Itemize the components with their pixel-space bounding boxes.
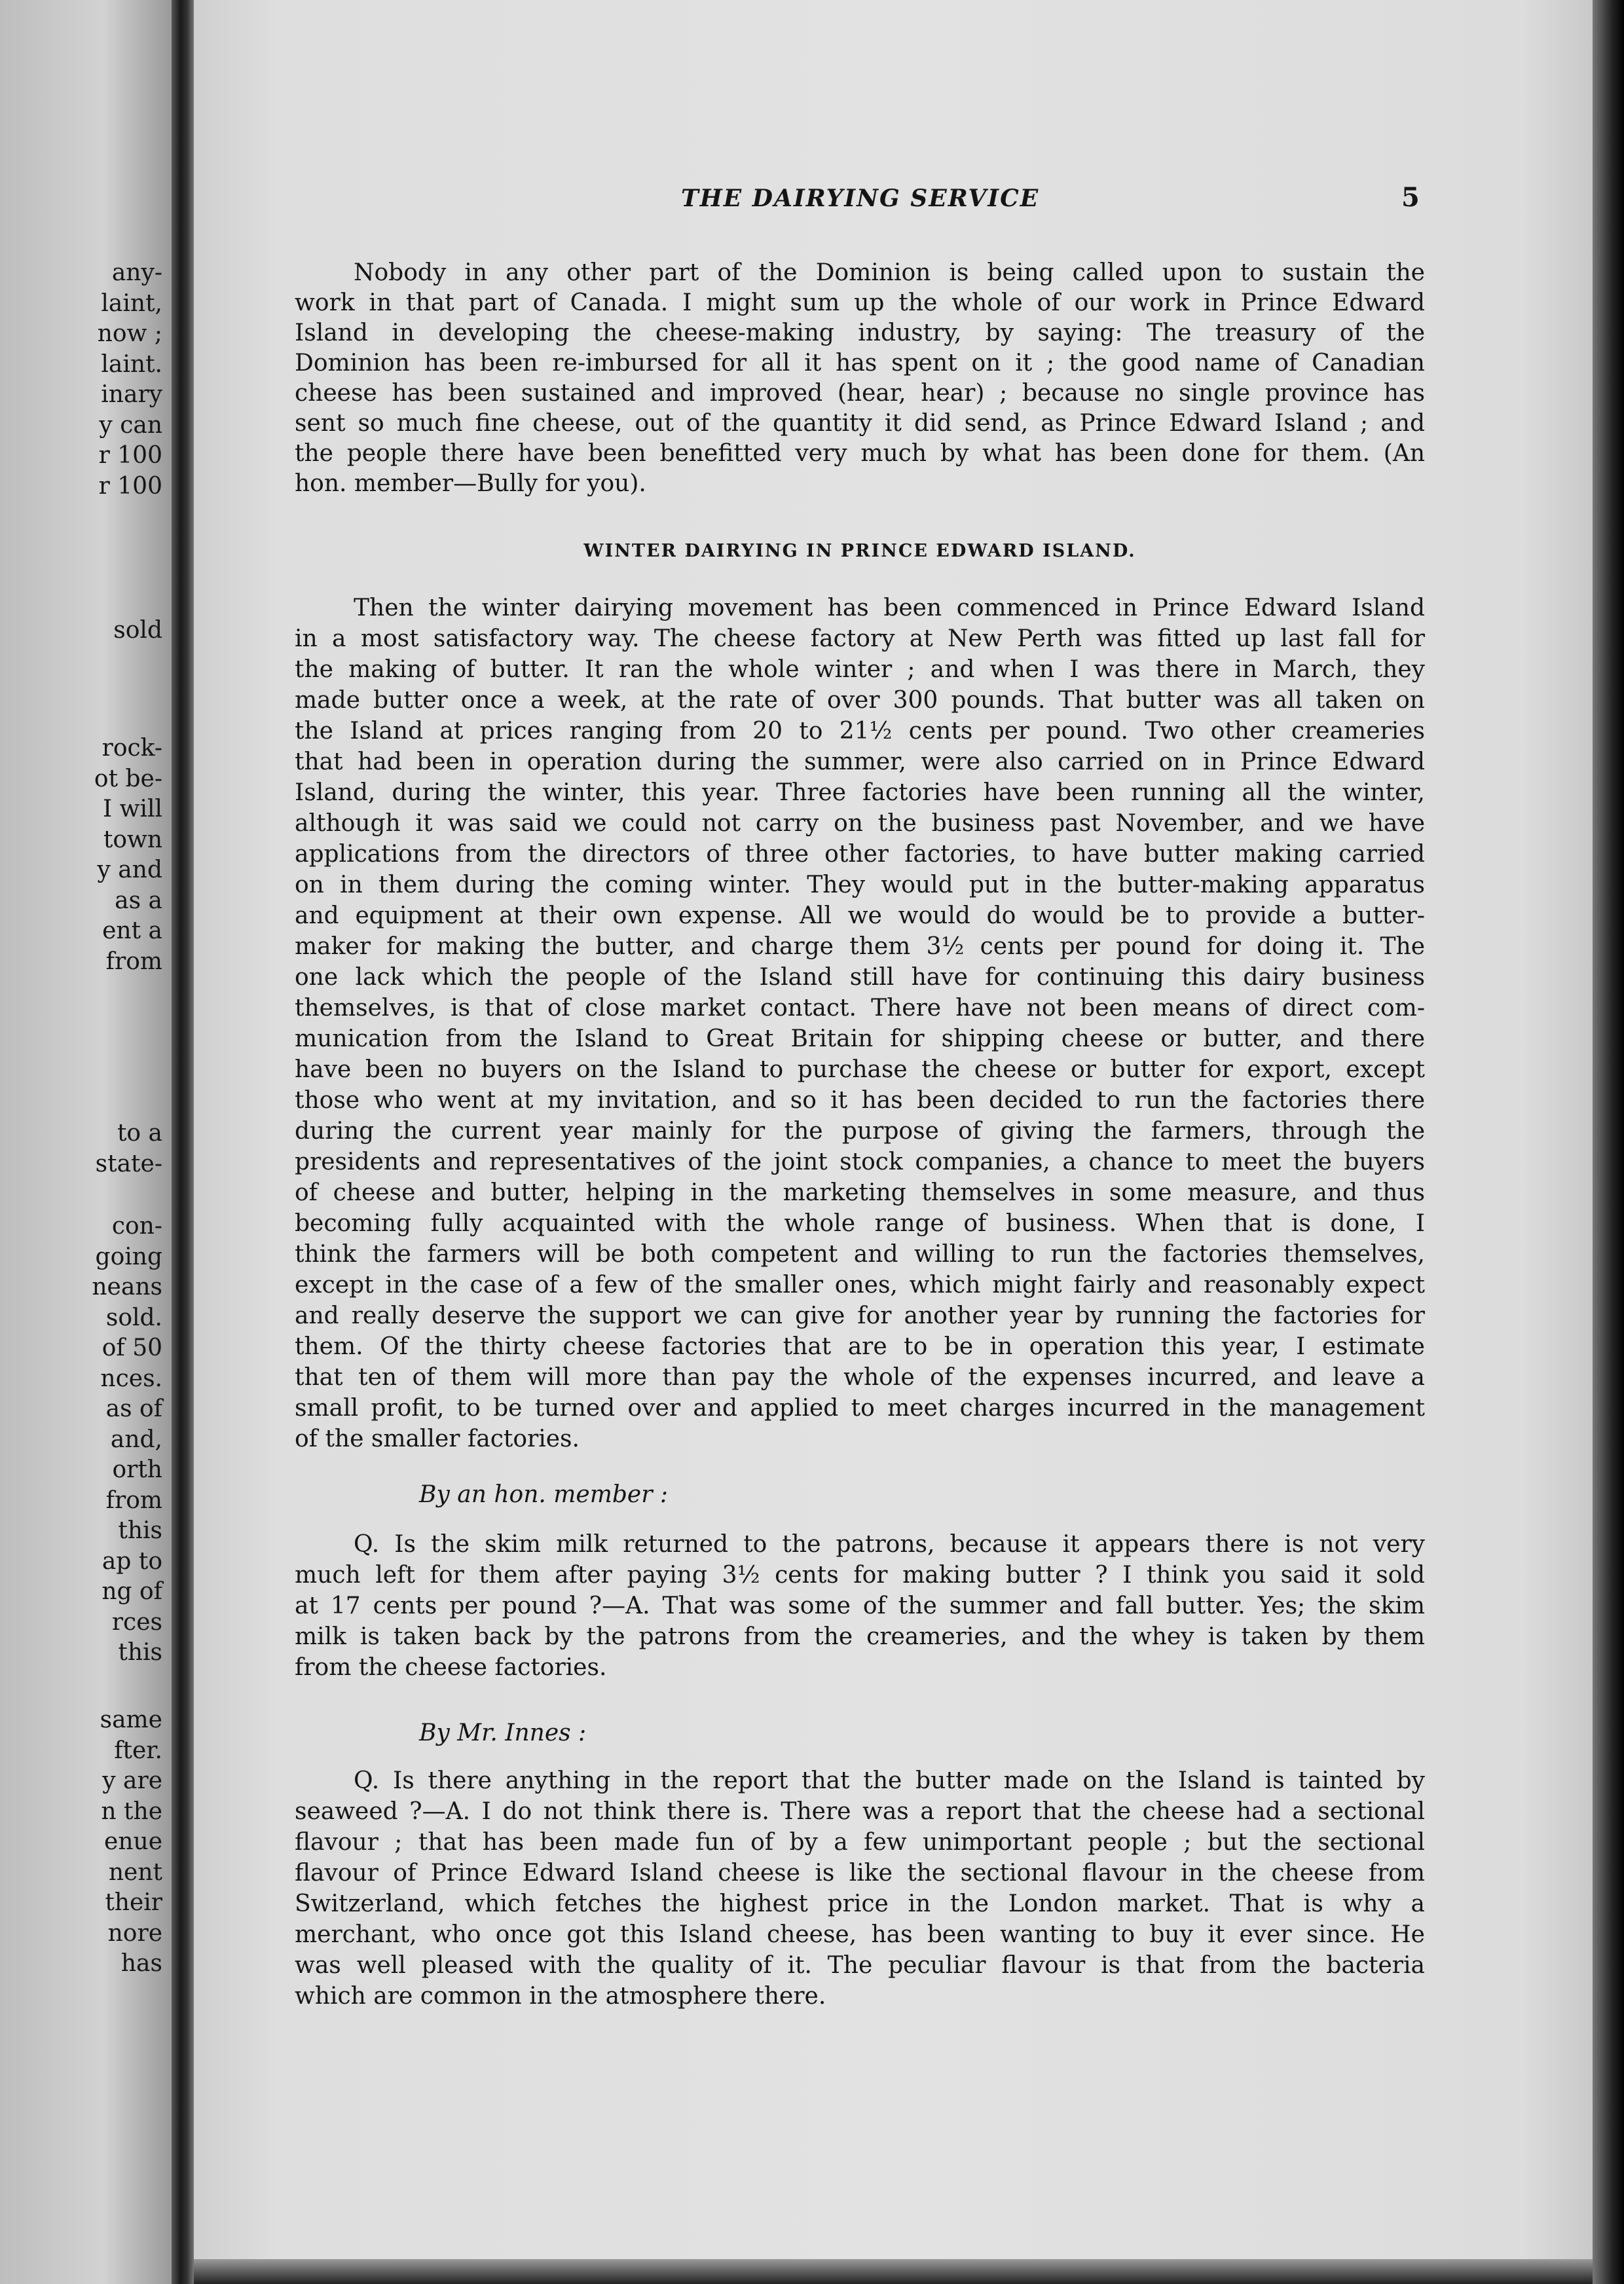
text-line: them. Of the thirty cheese factories that are to be in operation this year, I estimate: [295, 1333, 1425, 1360]
fragment-text: y and: [97, 856, 162, 883]
text-line: the Island at prices ranging from 20 to 21½ cents per pound. Two other creameries: [295, 718, 1425, 745]
fragment-text: to a: [117, 1120, 162, 1147]
text-line: Nobody in any other part of the Dominion is being called upon to sustain the: [354, 259, 1425, 286]
text-line: Switzerland, which fetches the highest price in the London market. That is why a: [295, 1890, 1425, 1917]
text-line: cheese has been sustained and improved (hear, hear) ; because no single province has: [295, 380, 1425, 407]
left-page-fragments-a: [0, 258, 162, 502]
text-line: during the current year mainly for the purpose of giving the farmers, through the: [295, 1118, 1425, 1145]
fragment-text: going: [95, 1243, 162, 1270]
text-line: from the cheese factories.: [295, 1654, 607, 1681]
text-line: Q. Is the skim milk returned to the patrons, because it appears there is not very: [354, 1531, 1425, 1558]
text-line: the making of butter. It ran the whole winter ; and when I was there in March, they: [295, 656, 1425, 683]
fragment-text: of 50: [101, 1335, 162, 1361]
text-line: Island, during the winter, this year. Three factories have been running all the winter,: [295, 779, 1425, 806]
text-line: although it was said we could not carry on the business past November, and we have: [295, 810, 1425, 837]
text-line: in a most satisfactory way. The cheese factory at New Perth was fitted up last fall for: [295, 625, 1425, 652]
fragment-text: nent: [108, 1858, 162, 1886]
text-line: hon. member—Bully for you).: [295, 470, 646, 497]
fragment-text: this: [118, 1639, 162, 1666]
fragment-text: orth: [112, 1456, 162, 1483]
text-line: applications from the directors of three other factories, to have butter making carried: [295, 841, 1425, 868]
text-line: and equipment at their own expense. All we would do would be to provide a butter-: [295, 902, 1425, 929]
text-line: one lack which the people of the Island still have for continuing this dairy business: [295, 964, 1425, 991]
fragment-text: r 100: [98, 442, 162, 469]
fragment-text: town: [103, 826, 162, 853]
fragment-text: ng of: [101, 1578, 162, 1605]
text-line: think the farmers will be both competent and willing to run the factories themselves,: [295, 1241, 1425, 1268]
left-page-fragments-f: [0, 1705, 162, 1980]
fragment-text: y are: [102, 1767, 162, 1794]
left-page-fragments-b: [0, 616, 162, 646]
text-line: that had been in operation during the summer, were also carried on in Prince Edward: [295, 748, 1425, 775]
speaker-label: By Mr. Innes :: [419, 1720, 587, 1746]
left-page-fragments-e: [0, 1211, 162, 1668]
book-spine-shadow: [172, 0, 194, 2284]
text-line: have been no buyers on the Island to purchase the cheese or butter for export, except: [295, 1056, 1425, 1083]
text-line: merchant, who once got this Island cheese, has been wanting to buy it ever since. He: [295, 1921, 1425, 1948]
text-line: at 17 cents per pound ?—A. That was some of the summer and fall butter. Yes; the skim: [295, 1593, 1425, 1619]
fragment-text: as a: [115, 887, 162, 914]
text-line: those who went at my invitation, and so it has been decided to run the factories there: [295, 1087, 1425, 1114]
fragment-text: laint.: [101, 350, 162, 378]
page-number: 5: [1401, 182, 1420, 213]
fragment-text: now ;: [97, 320, 162, 347]
text-line: the people there have been benefitted very much by what has been done for them. (An: [295, 440, 1425, 467]
fragment-text: has: [120, 1950, 162, 1977]
text-line: was well pleased with the quality of it. The peculiar flavour is that from the bacteria: [295, 1952, 1425, 1979]
text-line: work in that part of Canada. I might sum up the whole of our work in Prince Edward: [295, 289, 1425, 316]
fragment-text: I will: [102, 796, 162, 822]
fragment-text: this: [118, 1517, 162, 1544]
text-line: which are common in the atmosphere there.: [295, 1983, 826, 2010]
speaker-label: By an hon. member :: [419, 1481, 668, 1508]
running-head: THE DAIRYING SERVICE: [681, 185, 1040, 212]
fragment-text: y can: [99, 411, 162, 439]
fragment-text: inary: [101, 381, 162, 408]
fragment-text: rces: [111, 1608, 162, 1636]
fragment-text: neans: [92, 1274, 162, 1300]
text-line: milk is taken back by the patrons from the creameries, and the whey is taken by them: [295, 1623, 1425, 1650]
text-line: small profit, to be turned over and applied to meet charges incurred in the management: [295, 1395, 1425, 1422]
fragment-text: state-: [95, 1150, 162, 1177]
fragment-text: sold.: [105, 1304, 162, 1331]
text-line: Island in developing the cheese-making industry, by saying: The treasury of the: [295, 320, 1425, 346]
fragment-text: same: [100, 1706, 162, 1733]
text-line: that ten of them will more than pay the whole of the expenses incurred, and leave a: [295, 1364, 1425, 1391]
text-line: becoming fully acquainted with the whole range of business. When that is done, I: [295, 1210, 1425, 1237]
fragment-text: fter.: [114, 1737, 162, 1764]
fragment-text: ent a: [102, 917, 162, 944]
fragment-text: ap to: [101, 1547, 162, 1575]
fragment-text: as of: [105, 1395, 162, 1422]
fragment-text: n the: [101, 1797, 162, 1825]
section-heading: WINTER DAIRYING IN PRINCE EDWARD ISLAND.: [583, 541, 1136, 561]
left-page-fragments-d: [0, 1118, 162, 1179]
text-line: Dominion has been re-imbursed for all it has spent on it ; the good name of Canadian: [295, 350, 1425, 377]
text-line: Then the winter dairying movement has been commenced in Prince Edward Island: [354, 595, 1425, 621]
fragment-text: and,: [110, 1426, 162, 1453]
fragment-text: nces.: [100, 1365, 162, 1392]
text-line: Q. Is there anything in the report that the butter made on the Island is tainted by: [354, 1767, 1425, 1794]
fragment-text: nore: [107, 1919, 162, 1947]
text-line: themselves, is that of close market contact. There have not been means of direct com-: [295, 995, 1425, 1022]
fragment-text: rock-: [101, 735, 162, 762]
fragment-text: laint,: [101, 289, 162, 317]
fragment-text: from: [105, 948, 162, 975]
fragment-text: ot be-: [94, 765, 162, 792]
text-line: of cheese and butter, helping in the marketing themselves in some measure, and thus: [295, 1179, 1425, 1206]
text-line: on in them during the coming winter. They would put in the butter-making apparatus: [295, 872, 1425, 898]
fragment-text: their: [105, 1889, 162, 1916]
fragment-text: any-: [111, 259, 162, 286]
text-line: presidents and representatives of the joint stock companies, a chance to meet the buyers: [295, 1149, 1425, 1175]
left-page-edge: [0, 0, 172, 2284]
text-line: flavour of Prince Edward Island cheese is like the sectional flavour in the cheese from: [295, 1860, 1425, 1887]
document-page: [194, 0, 1593, 2259]
text-line: except in the case of a few of the smaller ones, which might fairly and reasonably expect: [295, 1272, 1425, 1299]
text-line: and really deserve the support we can give for another year by running the factories for: [295, 1302, 1425, 1329]
left-page-fragments-c: [0, 733, 162, 977]
text-line: flavour ; that has been made fun of by a few unimportant people ; but the sectional: [295, 1829, 1425, 1856]
text-line: of the smaller factories.: [295, 1426, 580, 1452]
text-line: much left for them after paying 3½ cents for making butter ? I think you said it sold: [295, 1562, 1425, 1589]
fragment-text: from: [105, 1486, 162, 1514]
text-line: sent so much fine cheese, out of the quantity it did send, as Prince Edward Island ; and: [295, 410, 1425, 437]
text-line: seaweed ?—A. I do not think there is. There was a report that the cheese had a sectional: [295, 1798, 1425, 1825]
text-line: maker for making the butter, and charge them 3½ cents per pound for doing it. The: [295, 933, 1425, 960]
fragment-text: r 100: [98, 472, 162, 500]
scan-bottom-edge: [194, 2259, 1593, 2284]
text-line: munication from the Island to Great Britain for shipping cheese or butter, and there: [295, 1025, 1425, 1052]
scan-right-edge: [1593, 0, 1624, 2284]
fragment-text: con-: [111, 1213, 162, 1240]
fragment-text: sold: [113, 617, 162, 644]
text-line: made butter once a week, at the rate of over 300 pounds. That butter was all taken on: [295, 687, 1425, 714]
fragment-text: enue: [104, 1828, 162, 1855]
